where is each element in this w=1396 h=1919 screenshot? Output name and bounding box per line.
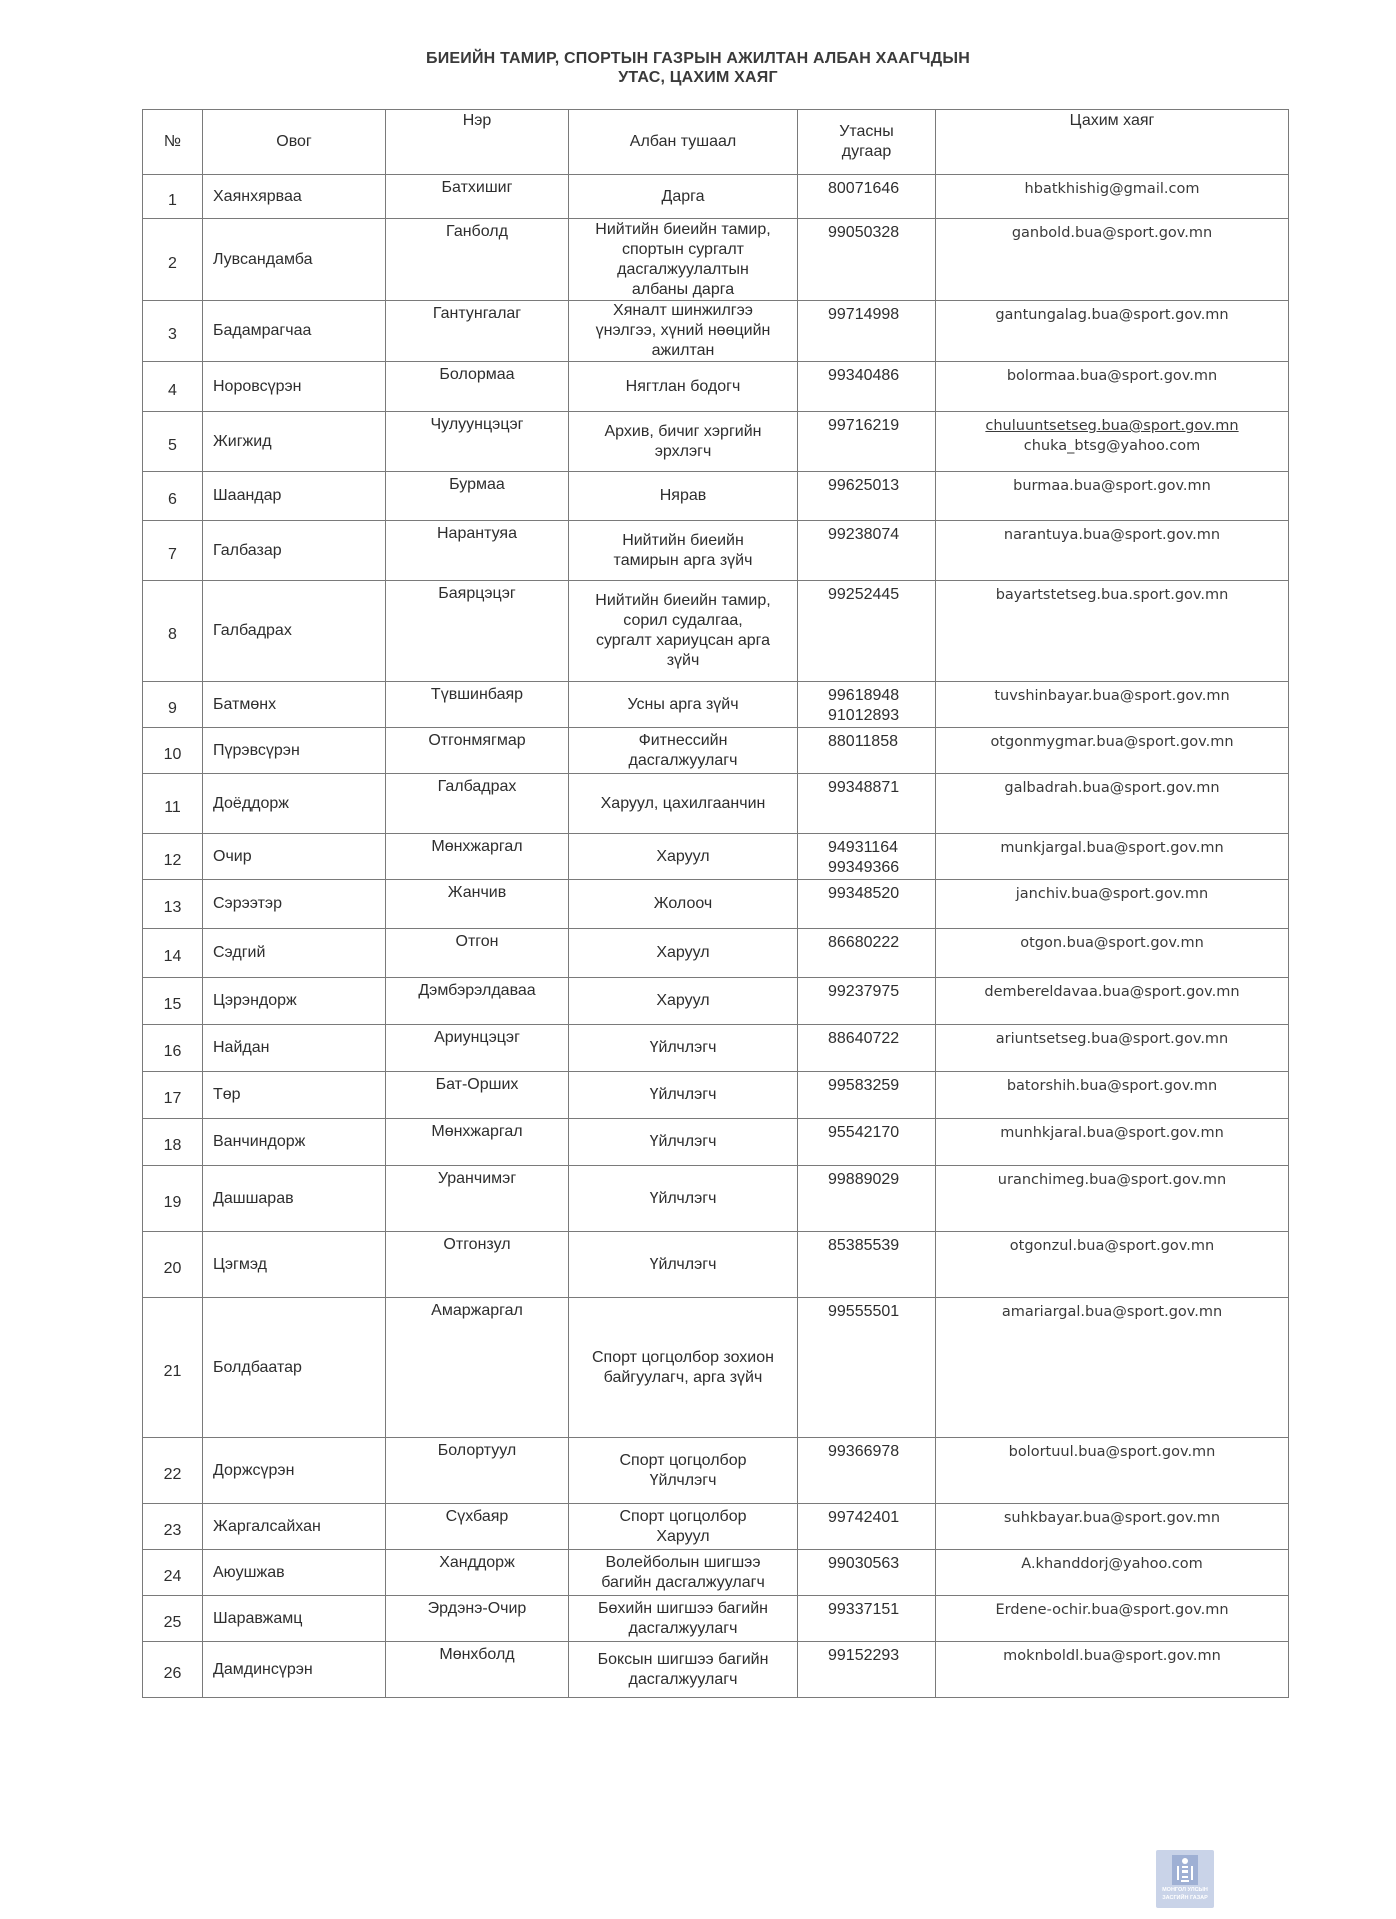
email-cell xyxy=(936,1119,1289,1166)
email-cell-line: tuvshinbayar.bua@sport.gov.mn xyxy=(994,688,1230,704)
position-cell-line: Спорт цогцолбор xyxy=(619,1507,747,1525)
position-cell-line: албаны дарга xyxy=(631,280,735,298)
position-cell xyxy=(569,1232,798,1298)
row-number: 11 xyxy=(143,774,203,834)
row-number: 14 xyxy=(143,929,203,978)
position-cell xyxy=(569,1438,798,1504)
phone-cell-line: 99618948 xyxy=(828,687,900,704)
email-cell-line: chuka_btsg@yahoo.com xyxy=(1023,438,1201,454)
name-cell: Мөнхжаргал xyxy=(386,834,569,880)
surname-cell: Болдбаатар xyxy=(203,1298,386,1438)
name-cell: Чулуунцэцэг xyxy=(386,412,569,472)
email-cell xyxy=(936,1025,1289,1072)
email-cell-line: burmaa.bua@sport.gov.mn xyxy=(1013,478,1211,494)
email-cell-line: bayartstetseg.bua.sport.gov.mn xyxy=(995,587,1229,603)
email-cell xyxy=(936,774,1289,834)
email-cell xyxy=(936,362,1289,412)
table-row xyxy=(143,682,1289,728)
table-row xyxy=(143,978,1289,1025)
phone-cell xyxy=(798,728,936,774)
name-cell: Гантунгалаг xyxy=(386,301,569,362)
position-cell xyxy=(569,1298,798,1438)
surname-cell: Жаргалсайхан xyxy=(203,1504,386,1550)
header-phone: Утасны дугаар xyxy=(798,110,936,175)
email-cell xyxy=(936,301,1289,362)
row-number: 24 xyxy=(143,1550,203,1596)
email-cell-line: otgonmygmar.bua@sport.gov.mn xyxy=(990,734,1234,750)
surname-cell: Шаравжамц xyxy=(203,1596,386,1642)
phone-cell xyxy=(798,472,936,521)
surname-cell: Лувсандамба xyxy=(203,219,386,301)
name-cell: Дэмбэрэлдаваа xyxy=(386,978,569,1025)
name-cell: Отгон xyxy=(386,929,569,978)
table-row xyxy=(143,1166,1289,1232)
name-cell: Отгонмягмар xyxy=(386,728,569,774)
position-cell-line: Нийтийн биеийн тамир, xyxy=(595,220,771,238)
position-cell-line: Харуул xyxy=(656,847,710,865)
phone-cell xyxy=(798,1596,936,1642)
name-cell: Ханддорж xyxy=(386,1550,569,1596)
position-cell-line: Үйлчлэгч xyxy=(649,1086,717,1103)
phone-cell-line: 99349366 xyxy=(828,859,900,876)
surname-cell: Цэгмэд xyxy=(203,1232,386,1298)
surname-cell: Батмөнх xyxy=(203,682,386,728)
row-number: 15 xyxy=(143,978,203,1025)
table-row xyxy=(143,1596,1289,1642)
phone-cell xyxy=(798,1232,936,1298)
phone-cell xyxy=(798,978,936,1025)
position-cell-line: дасгалжуулагч xyxy=(628,1670,738,1688)
email-cell xyxy=(936,1298,1289,1438)
phone-cell xyxy=(798,1119,936,1166)
phone-cell xyxy=(798,301,936,362)
position-cell xyxy=(569,1119,798,1166)
table-header-row xyxy=(143,110,1289,175)
position-cell-line: Спорт цогцолбор зохион xyxy=(592,1348,774,1366)
phone-cell-line: 94931164 xyxy=(828,839,898,856)
surname-cell: Доёддорж xyxy=(203,774,386,834)
row-number: 16 xyxy=(143,1025,203,1072)
phone-cell-line: 99889029 xyxy=(828,1171,900,1188)
position-cell xyxy=(569,929,798,978)
email-cell xyxy=(936,1550,1289,1596)
table-row xyxy=(143,880,1289,929)
position-cell-line: Үйлчлэгч xyxy=(649,1255,717,1273)
email-cell-line: hbatkhishig@gmail.com xyxy=(1024,181,1200,197)
table-row xyxy=(143,521,1289,581)
row-number: 8 xyxy=(143,581,203,682)
phone-cell-line: 99555501 xyxy=(828,1303,900,1320)
table-row xyxy=(143,1550,1289,1596)
table-row xyxy=(143,1025,1289,1072)
name-cell: Галбадрах xyxy=(386,774,569,834)
position-cell-line: эрхлэгч xyxy=(654,442,712,460)
position-cell xyxy=(569,581,798,682)
phone-cell-line: 85385539 xyxy=(828,1237,900,1254)
email-cell xyxy=(936,728,1289,774)
email-cell xyxy=(936,682,1289,728)
phone-cell-line: 99238074 xyxy=(828,526,900,543)
row-number: 6 xyxy=(143,472,203,521)
email-cell xyxy=(936,412,1289,472)
phone-cell-line: 99348871 xyxy=(828,779,900,796)
table-row xyxy=(143,581,1289,682)
table-row xyxy=(143,929,1289,978)
email-cell xyxy=(936,1642,1289,1698)
phone-cell xyxy=(798,880,936,929)
email-cell-line: galbadrah.bua@sport.gov.mn xyxy=(1004,780,1220,796)
phone-cell-line: 88640722 xyxy=(828,1030,900,1047)
position-cell xyxy=(569,219,798,301)
email-cell xyxy=(936,1232,1289,1298)
position-cell xyxy=(569,1166,798,1232)
position-cell-line: Фитнессийн xyxy=(638,731,728,749)
surname-cell: Очир xyxy=(203,834,386,880)
email-cell-line: suhkbayar.bua@sport.gov.mn xyxy=(1003,1510,1221,1526)
surname-cell: Жигжид xyxy=(203,412,386,472)
position-cell xyxy=(569,1072,798,1119)
name-cell: Мөнхболд xyxy=(386,1642,569,1698)
surname-cell: Ванчиндорж xyxy=(203,1119,386,1166)
name-cell: Батхишиг xyxy=(386,175,569,219)
phone-cell-line: 99252445 xyxy=(828,586,900,603)
email-cell-line: otgonzul.bua@sport.gov.mn xyxy=(1009,1238,1215,1254)
position-cell-line: Жолооч xyxy=(653,895,713,912)
phone-cell-line: 99340486 xyxy=(828,367,900,384)
email-cell xyxy=(936,1438,1289,1504)
name-cell: Отгонзул xyxy=(386,1232,569,1298)
name-cell: Нарантуяа xyxy=(386,521,569,581)
phone-cell-line: 95542170 xyxy=(828,1124,900,1141)
phone-cell-line: 99583259 xyxy=(828,1077,900,1094)
email-cell xyxy=(936,880,1289,929)
email-cell-line: dembereldavaa.bua@sport.gov.mn xyxy=(984,984,1240,1000)
document-title-line2: УТАС, ЦАХИМ ХАЯГ xyxy=(618,69,778,86)
surname-cell: Доржсүрэн xyxy=(203,1438,386,1504)
position-cell xyxy=(569,1642,798,1698)
row-number: 1 xyxy=(143,175,203,219)
seal-caption-line1: МОНГОЛ УЛСЫН xyxy=(1162,1887,1208,1893)
position-cell-line: спортын сургалт xyxy=(622,240,744,258)
email-cell xyxy=(936,472,1289,521)
position-cell-line: Үйлчлэгч xyxy=(649,1189,717,1207)
position-cell xyxy=(569,521,798,581)
phone-cell xyxy=(798,1642,936,1698)
position-cell-line: байгуулагч, арга зүйч xyxy=(603,1368,763,1386)
row-number: 12 xyxy=(143,834,203,880)
position-cell-line: Спорт цогцолбор xyxy=(619,1451,747,1469)
name-cell: Эрдэнэ-Очир xyxy=(386,1596,569,1642)
email-cell xyxy=(936,1596,1289,1642)
name-cell: Сүхбаяр xyxy=(386,1504,569,1550)
phone-cell xyxy=(798,1166,936,1232)
position-cell-line: дасгалжуулалтын xyxy=(617,260,749,278)
name-cell: Уранчимэг xyxy=(386,1166,569,1232)
surname-cell: Галбадрах xyxy=(203,581,386,682)
position-cell xyxy=(569,472,798,521)
row-number: 25 xyxy=(143,1596,203,1642)
government-seal xyxy=(1156,1850,1214,1908)
seal-caption-line2: ЗАСГИЙН ГАЗАР xyxy=(1162,1895,1208,1901)
email-cell xyxy=(936,175,1289,219)
phone-cell-line: 99716219 xyxy=(828,417,900,434)
header-number: № xyxy=(143,110,203,175)
position-cell xyxy=(569,774,798,834)
table-row xyxy=(143,1119,1289,1166)
row-number: 19 xyxy=(143,1166,203,1232)
position-cell xyxy=(569,728,798,774)
surname-cell: Сэдгий xyxy=(203,929,386,978)
surname-cell: Дашшарав xyxy=(203,1166,386,1232)
table-row xyxy=(143,1298,1289,1438)
table-row xyxy=(143,362,1289,412)
position-cell-line: Харуул xyxy=(656,992,710,1009)
table-row xyxy=(143,1438,1289,1504)
position-cell xyxy=(569,362,798,412)
email-cell xyxy=(936,1072,1289,1119)
position-cell-line: багийн дасгалжуулагч xyxy=(601,1573,765,1591)
position-cell-line: Усны арга зүйч xyxy=(627,695,739,713)
email-cell-line: amariargal.bua@sport.gov.mn xyxy=(1001,1304,1223,1320)
email-cell-line: munhkjaral.bua@sport.gov.mn xyxy=(1000,1125,1224,1141)
email-cell-line: uranchimeg.bua@sport.gov.mn xyxy=(997,1172,1227,1188)
name-cell: Ариунцэцэг xyxy=(386,1025,569,1072)
phone-cell xyxy=(798,521,936,581)
document-title-line1: БИЕИЙН ТАМИР, СПОРТЫН ГАЗРЫН АЖИЛТАН АЛБАН ХААГЧДЫН xyxy=(426,50,970,67)
email-cell xyxy=(936,219,1289,301)
name-cell: Мөнхжаргал xyxy=(386,1119,569,1166)
email-cell-line: batorshih.bua@sport.gov.mn xyxy=(1006,1078,1218,1094)
position-cell xyxy=(569,175,798,219)
surname-cell: Төр xyxy=(203,1072,386,1119)
row-number: 18 xyxy=(143,1119,203,1166)
surname-cell: Пүрэвсүрэн xyxy=(203,728,386,774)
email-cell-line: bolortuul.bua@sport.gov.mn xyxy=(1008,1444,1216,1460)
email-cell-line: munkjargal.bua@sport.gov.mn xyxy=(1000,840,1224,856)
surname-cell: Аюушжав xyxy=(203,1550,386,1596)
phone-cell-line: 99050328 xyxy=(828,224,900,241)
row-number: 21 xyxy=(143,1298,203,1438)
phone-cell-line: 99030563 xyxy=(828,1555,900,1572)
phone-cell xyxy=(798,1298,936,1438)
phone-cell xyxy=(798,581,936,682)
email-cell-line: A.khanddorj@yahoo.com xyxy=(1021,1556,1203,1572)
position-cell-line: Үйлчлэгч xyxy=(649,1039,717,1056)
position-cell-line: дасгалжуулагч xyxy=(628,751,738,769)
table-row xyxy=(143,175,1289,219)
phone-cell xyxy=(798,412,936,472)
name-cell: Болортуул xyxy=(386,1438,569,1504)
row-number: 23 xyxy=(143,1504,203,1550)
email-cell xyxy=(936,929,1289,978)
position-cell-line: Волейболын шигшээ xyxy=(605,1553,761,1571)
table-row xyxy=(143,301,1289,362)
surname-cell: Цэрэндорж xyxy=(203,978,386,1025)
phone-cell-line: 99742401 xyxy=(828,1509,900,1526)
phone-cell xyxy=(798,774,936,834)
surname-cell: Бадамрагчаа xyxy=(203,301,386,362)
email-cell xyxy=(936,978,1289,1025)
row-number: 4 xyxy=(143,362,203,412)
position-cell-line: ажилтан xyxy=(651,342,715,359)
position-cell xyxy=(569,682,798,728)
name-cell: Жанчив xyxy=(386,880,569,929)
position-cell xyxy=(569,1025,798,1072)
position-cell-line: Боксын шигшээ багийн xyxy=(597,1650,769,1668)
table-row xyxy=(143,728,1289,774)
phone-cell-line: 99348520 xyxy=(828,885,900,902)
email-cell-line: narantuya.bua@sport.gov.mn xyxy=(1003,527,1221,543)
header-position: Албан тушаал xyxy=(569,110,798,175)
position-cell-line: Үйлчлэгч xyxy=(649,1133,717,1150)
name-cell: Баярцэцэг xyxy=(386,581,569,682)
row-number: 17 xyxy=(143,1072,203,1119)
header-email: Цахим хаяг xyxy=(936,110,1289,175)
position-cell-line: үнэлгээ, хүний нөөцийн xyxy=(595,322,771,339)
name-cell: Бурмаа xyxy=(386,472,569,521)
phone-cell-line: 86680222 xyxy=(828,934,900,951)
row-number: 9 xyxy=(143,682,203,728)
name-cell: Түвшинбаяр xyxy=(386,682,569,728)
table-row xyxy=(143,774,1289,834)
position-cell xyxy=(569,834,798,880)
row-number: 10 xyxy=(143,728,203,774)
row-number: 26 xyxy=(143,1642,203,1698)
staff-contacts-table xyxy=(142,109,1289,1698)
name-cell: Ганболд xyxy=(386,219,569,301)
phone-cell-line: 99366978 xyxy=(828,1443,900,1460)
row-number: 5 xyxy=(143,412,203,472)
table-row xyxy=(143,834,1289,880)
surname-cell: Сэрээтэр xyxy=(203,880,386,929)
position-cell xyxy=(569,978,798,1025)
phone-cell-line: 80071646 xyxy=(828,180,900,197)
header-name: Нэр xyxy=(386,110,569,175)
phone-cell xyxy=(798,1072,936,1119)
email-cell xyxy=(936,834,1289,880)
position-cell-line: Нярав xyxy=(659,487,707,504)
phone-cell-line: 99625013 xyxy=(828,477,900,494)
position-cell xyxy=(569,880,798,929)
email-cell-line: chuluuntsetseg.bua@sport.gov.mn xyxy=(985,418,1239,434)
phone-cell xyxy=(798,175,936,219)
phone-cell-line: 91012893 xyxy=(828,707,900,724)
phone-cell xyxy=(798,1438,936,1504)
surname-cell: Найдан xyxy=(203,1025,386,1072)
email-cell-line: ganbold.bua@sport.gov.mn xyxy=(1011,225,1213,241)
table-row xyxy=(143,1232,1289,1298)
phone-cell xyxy=(798,682,936,728)
row-number: 7 xyxy=(143,521,203,581)
name-cell: Болормаа xyxy=(386,362,569,412)
phone-cell xyxy=(798,1504,936,1550)
position-cell xyxy=(569,1550,798,1596)
phone-cell xyxy=(798,362,936,412)
position-cell xyxy=(569,1504,798,1550)
position-cell-line: Нийтийн биеийн xyxy=(622,531,744,549)
position-cell-line: Бөхийн шигшээ багийн xyxy=(597,1599,768,1617)
email-cell xyxy=(936,521,1289,581)
phone-cell-line: 99714998 xyxy=(828,306,900,323)
phone-cell-line: 99152293 xyxy=(828,1647,900,1664)
name-cell: Амаржаргал xyxy=(386,1298,569,1438)
email-cell-line: ariuntsetseg.bua@sport.gov.mn xyxy=(995,1031,1229,1047)
position-cell-line: Харуул xyxy=(656,944,710,961)
row-number: 2 xyxy=(143,219,203,301)
email-cell-line: otgon.bua@sport.gov.mn xyxy=(1020,935,1204,951)
position-cell-line: Хяналт шинжилгээ xyxy=(613,302,753,319)
email-cell xyxy=(936,1166,1289,1232)
position-cell-line: дасгалжуулагч xyxy=(628,1619,738,1637)
row-number: 13 xyxy=(143,880,203,929)
surname-cell: Норовсүрэн xyxy=(203,362,386,412)
position-cell-line: Харуул, цахилгаанчин xyxy=(600,794,766,812)
phone-cell-line: 88011858 xyxy=(828,733,898,750)
email-cell-line: gantungalag.bua@sport.gov.mn xyxy=(995,307,1229,323)
position-cell-line: Нийтийн биеийн тамир, xyxy=(595,592,771,609)
phone-cell-line: 99237975 xyxy=(828,983,900,1000)
phone-cell xyxy=(798,1025,936,1072)
row-number: 22 xyxy=(143,1438,203,1504)
surname-cell: Галбазар xyxy=(203,521,386,581)
phone-cell xyxy=(798,219,936,301)
surname-cell: Дамдинсүрэн xyxy=(203,1642,386,1698)
table-row xyxy=(143,1504,1289,1550)
table-row xyxy=(143,219,1289,301)
name-cell: Бат-Орших xyxy=(386,1072,569,1119)
soyombo-emblem-icon xyxy=(1172,1855,1198,1885)
position-cell-line: сургалт хариуцсан арга xyxy=(595,632,771,649)
position-cell xyxy=(569,412,798,472)
row-number: 20 xyxy=(143,1232,203,1298)
header-surname: Овог xyxy=(203,110,386,175)
table-row xyxy=(143,1072,1289,1119)
surname-cell: Шаандар xyxy=(203,472,386,521)
phone-cell-line: 99337151 xyxy=(828,1601,900,1618)
position-cell-line: Үйлчлэгч xyxy=(649,1471,717,1489)
table-row xyxy=(143,1642,1289,1698)
email-cell-line: janchiv.bua@sport.gov.mn xyxy=(1015,886,1209,902)
email-cell-line: bolormaa.bua@sport.gov.mn xyxy=(1006,368,1218,384)
position-cell xyxy=(569,301,798,362)
phone-cell xyxy=(798,929,936,978)
position-cell-line: Нягтлан бодогч xyxy=(625,377,741,395)
position-cell-line: Харуул xyxy=(656,1527,710,1545)
email-cell-line: Erdene-ochir.bua@sport.gov.mn xyxy=(995,1602,1229,1618)
position-cell-line: зүйч xyxy=(666,652,700,669)
phone-cell xyxy=(798,834,936,880)
position-cell-line: сорил судалгаа, xyxy=(623,612,743,629)
email-cell-line: moknboldl.bua@sport.gov.mn xyxy=(1003,1648,1221,1664)
table-row xyxy=(143,472,1289,521)
surname-cell: Хаянхярваа xyxy=(203,175,386,219)
table-row xyxy=(143,412,1289,472)
position-cell-line: тамирын арга зүйч xyxy=(613,551,753,569)
email-cell xyxy=(936,1504,1289,1550)
row-number: 3 xyxy=(143,301,203,362)
position-cell-line: Дарга xyxy=(661,187,705,205)
phone-cell xyxy=(798,1550,936,1596)
position-cell xyxy=(569,1596,798,1642)
position-cell-line: Архив, бичиг хэргийн xyxy=(604,422,762,440)
email-cell xyxy=(936,581,1289,682)
